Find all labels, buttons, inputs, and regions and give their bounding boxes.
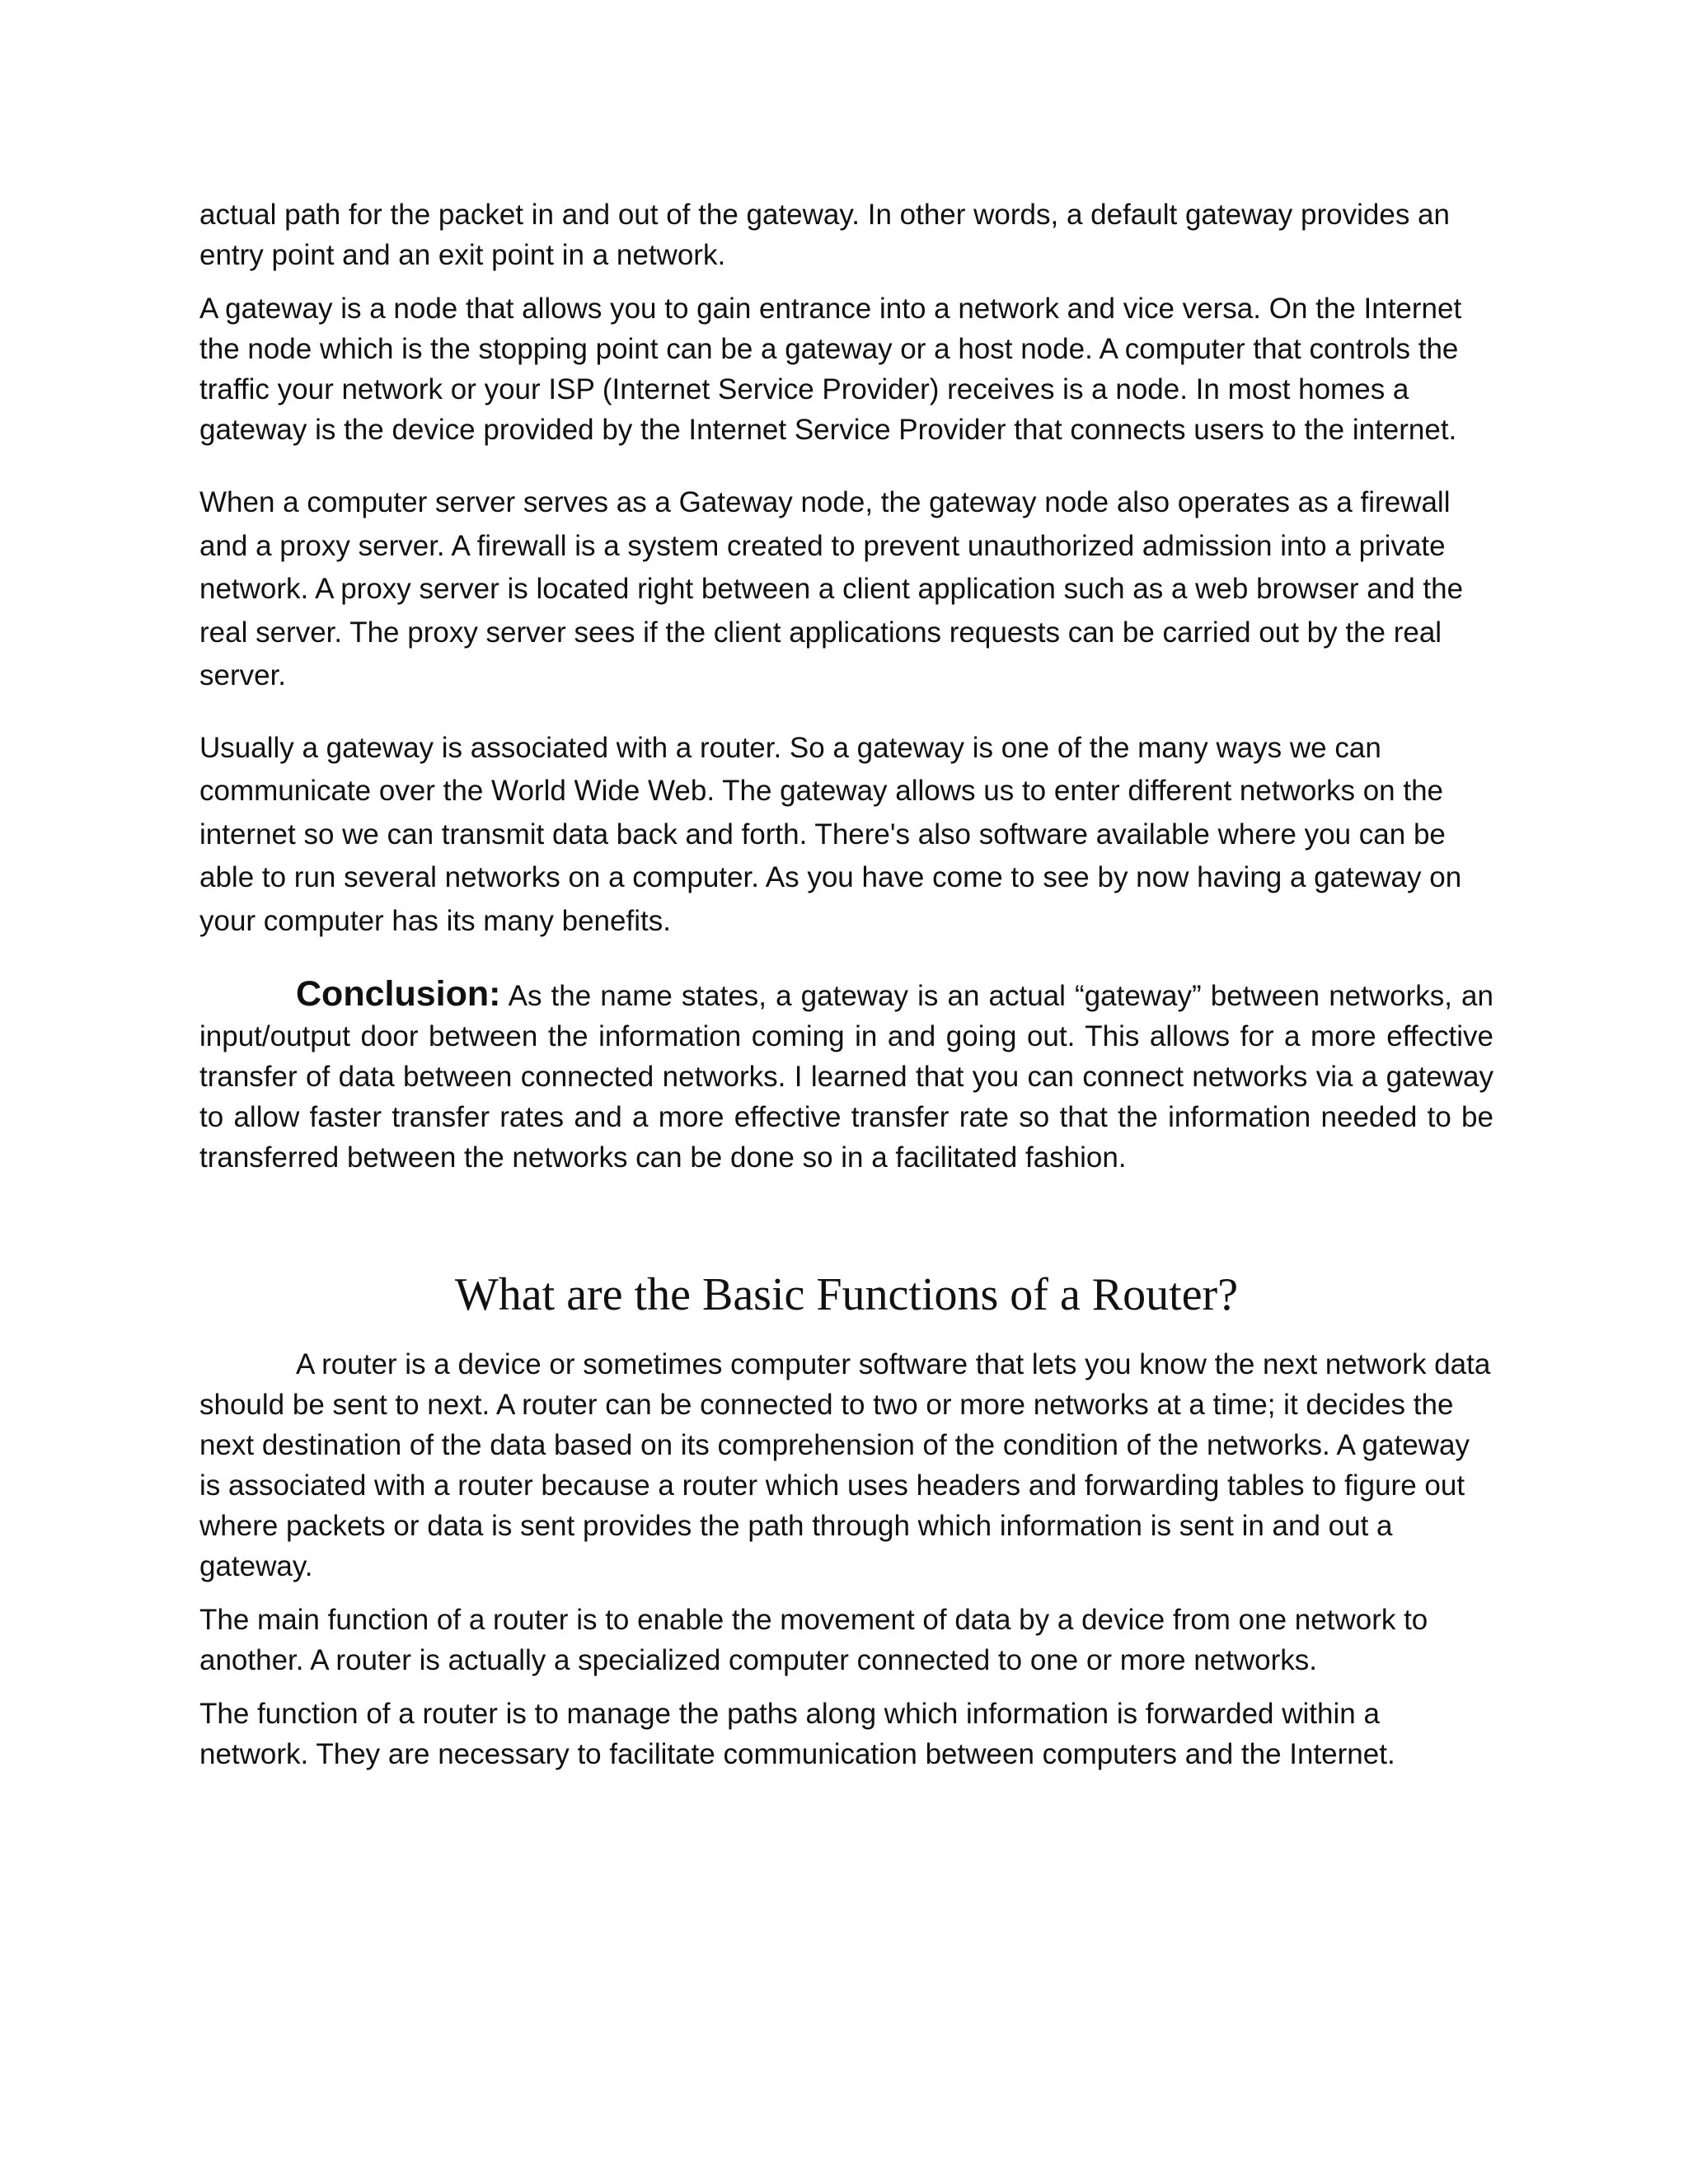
paragraph-firewall-proxy: When a computer server serves as a Gateway node, the gateway node also operates as a firewall and a proxy server. A firewall is a system created to prevent unauthorized admission into a private network. A proxy server is located right between a client application such as a web browser and the real server. The proxy server sees if the client applications requests can be carried out by the real server. xyxy=(199,486,1464,691)
paragraph-router-association: Usually a gateway is associated with a router. So a gateway is one of the many ways we can communicate over the World Wide Web. The gateway allows us to enter different networks on the internet so we can transmit data back and forth. There's also software available where you can be able to run several networks on a computer. As you have come to see by now having a gateway on your computer has its many benefits. xyxy=(199,731,1462,937)
conclusion-label: Conclusion: xyxy=(296,974,501,1014)
paragraph-gateway-node: A gateway is a node that allows you to gain entrance into a network and vice versa. On the Internet the node which is the stopping point can be a gateway or a host node. A computer that controls the traffic your network or your ISP (Internet Service Provider) receives is a node. In most homes a gateway is the device provided by the Internet Service Provider that connects users to the internet. xyxy=(199,293,1462,446)
paragraph-router-main-function: The main function of a router is to enable the movement of data by a device from one network to another. A router is actually a specialized computer connected to one or more networks. xyxy=(199,1604,1428,1676)
paragraph-gateway-path: actual path for the packet in and out of the gateway. In other words, a default gateway provides an entry point and an exit point in a network. xyxy=(199,199,1450,271)
paragraph-router-paths: The function of a router is to manage the paths along which information is forwarded within a network. They are necessary to facilitate communication between computers and the Internet. xyxy=(199,1698,1395,1770)
conclusion-text: As the name states, a gateway is an actual “gateway” between networks, an input/output door between the information coming in and going out. This allows for a more effective transfer of data between connected networks. I learned that you can connect networks via a gateway to allow faster transfer rates and a more effective transfer rate so that the information needed to be transferred between the networks can be done so in a facilitated fashion. xyxy=(199,980,1493,1174)
paragraph-router-definition: A router is a device or sometimes computer software that lets you know the next network data should be sent to next. A router can be connected to two or more networks at a time; it decides the next destination of the data based on its comprehension of the condition of the networks. A gateway is associated with a router because a router which uses headers and forwarding tables to figure out where packets or data is sent provides the path through which information is sent in and out a gateway. xyxy=(199,1348,1491,1582)
paragraph-conclusion xyxy=(199,974,1493,1178)
document-page xyxy=(199,194,1493,1774)
section-heading: What are the Basic Functions of a Router? xyxy=(454,1269,1239,1320)
